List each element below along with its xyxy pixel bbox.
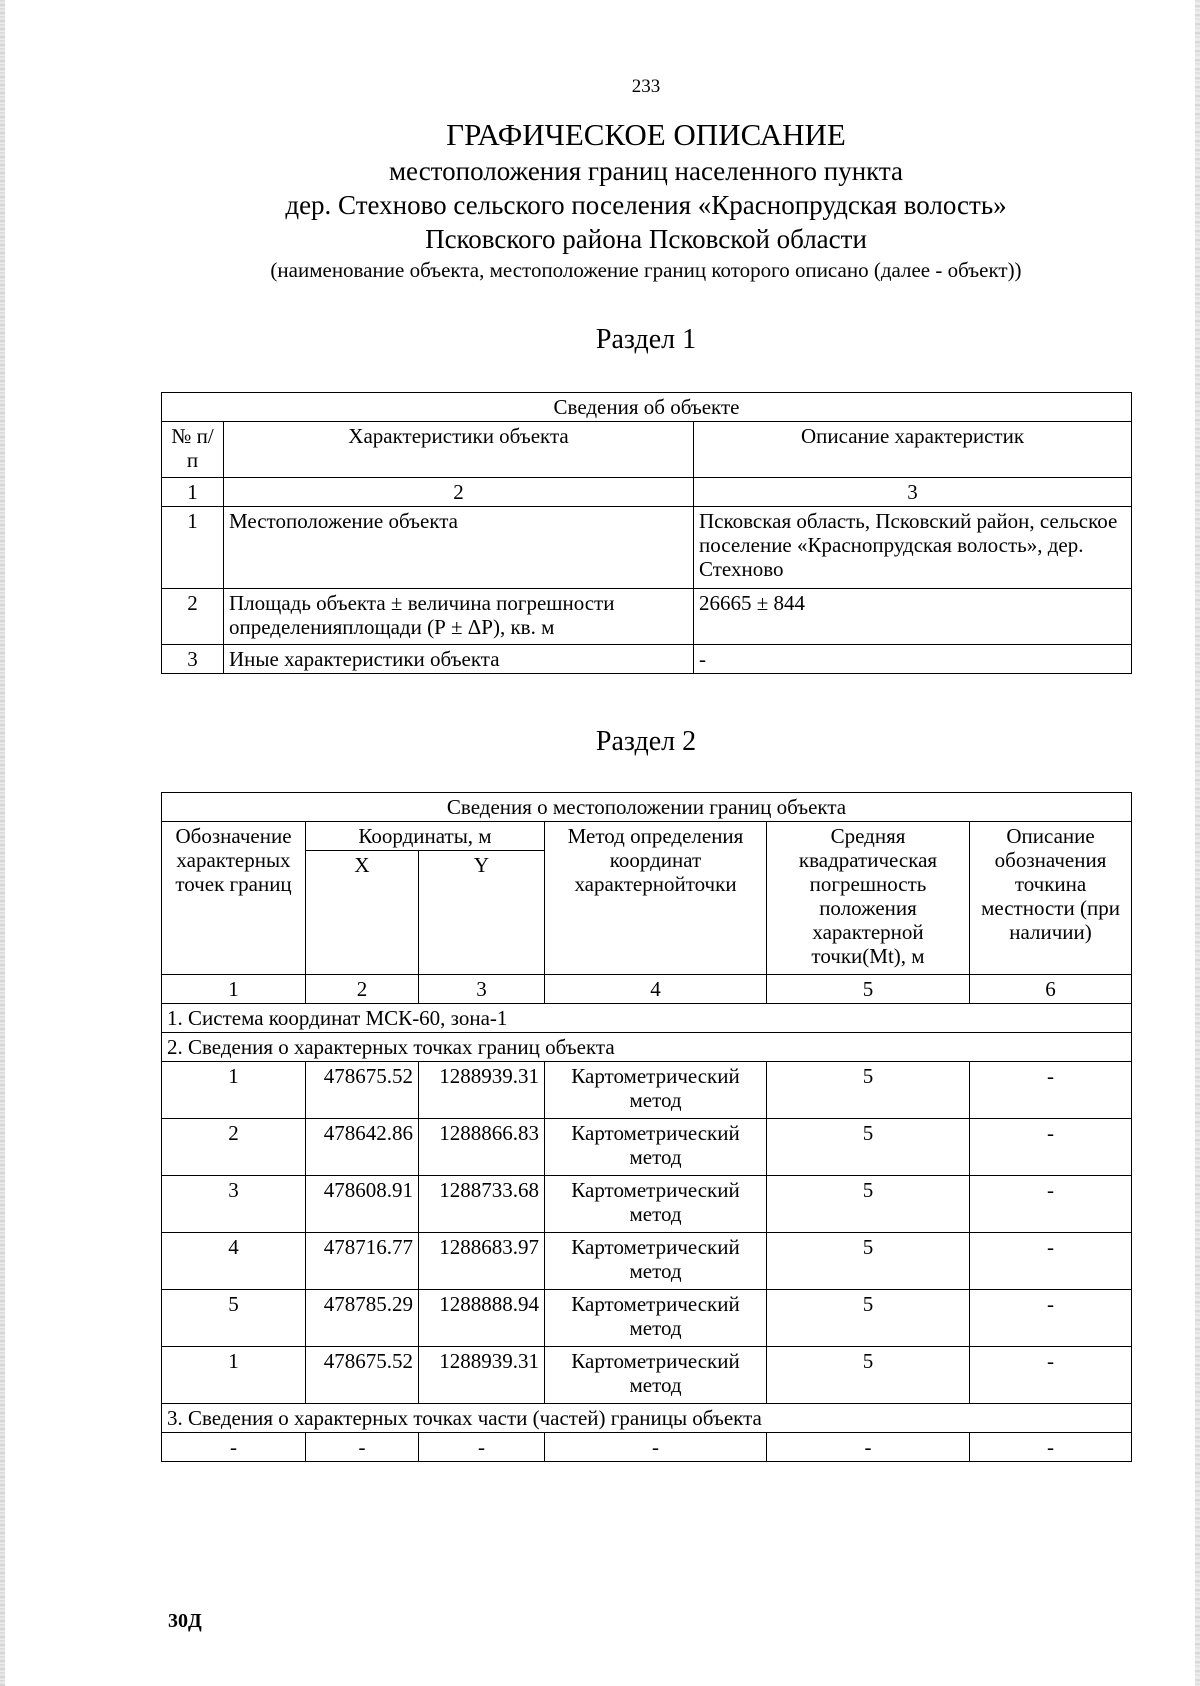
point-id: 1 xyxy=(162,1347,306,1404)
point-desc: - xyxy=(970,1119,1132,1176)
parts-cell: - xyxy=(970,1433,1132,1462)
column-header-y: Y xyxy=(419,851,545,975)
point-x: 478675.52 xyxy=(306,1062,419,1119)
row-characteristic: Местоположение объекта xyxy=(224,507,694,589)
table-title: Сведения о местоположении границ объекта xyxy=(162,793,1132,822)
column-header-error: Средняя квадратическая погрешность положения характерной точки(Mt), м xyxy=(767,822,970,975)
point-id: 5 xyxy=(162,1290,306,1347)
column-number: 2 xyxy=(224,478,694,507)
point-y: 1288888.94 xyxy=(419,1290,545,1347)
point-method: Картометрический метод xyxy=(545,1290,767,1347)
parts-cell: - xyxy=(419,1433,545,1462)
table-row xyxy=(162,1433,1132,1462)
point-desc: - xyxy=(970,1290,1132,1347)
table-row xyxy=(162,1176,1132,1233)
table-row xyxy=(162,507,1132,589)
point-desc: - xyxy=(970,1233,1132,1290)
point-method: Картометрический метод xyxy=(545,1347,767,1404)
point-method: Картометрический метод xyxy=(545,1062,767,1119)
point-id: 4 xyxy=(162,1233,306,1290)
table-title-row xyxy=(162,793,1132,822)
object-info-table xyxy=(161,392,1132,674)
points-heading-row xyxy=(162,1033,1132,1062)
table-row xyxy=(162,1290,1132,1347)
column-number: 3 xyxy=(419,975,545,1004)
parts-heading: 3. Сведения о характерных точках части (частей) границы объекта xyxy=(162,1404,1132,1433)
points-heading: 2. Сведения о характерных точках границ объекта xyxy=(162,1033,1132,1062)
column-header: Описание характеристик xyxy=(694,422,1132,478)
system-row xyxy=(162,1004,1132,1033)
section1-heading: Раздел 1 xyxy=(595,324,697,355)
column-number: 1 xyxy=(162,975,306,1004)
row-number: 2 xyxy=(162,589,224,645)
point-x: 478675.52 xyxy=(306,1347,419,1404)
point-y: 1288733.68 xyxy=(419,1176,545,1233)
title-line-3: Псковского района Псковской области xyxy=(425,224,867,254)
point-x: 478785.29 xyxy=(306,1290,419,1347)
point-error: 5 xyxy=(767,1290,970,1347)
table-title-row xyxy=(162,393,1132,422)
column-number: 2 xyxy=(306,975,419,1004)
row-number: 3 xyxy=(162,645,224,674)
point-error: 5 xyxy=(767,1233,970,1290)
table-row xyxy=(162,1062,1132,1119)
point-method: Картометрический метод xyxy=(545,1176,767,1233)
point-y: 1288939.31 xyxy=(419,1062,545,1119)
point-y: 1288683.97 xyxy=(419,1233,545,1290)
parts-cell: - xyxy=(306,1433,419,1462)
document-title: ГРАФИЧЕСКОЕ ОПИСАНИЕ xyxy=(446,117,846,152)
table-row xyxy=(162,589,1132,645)
column-number: 3 xyxy=(694,478,1132,507)
point-id: 2 xyxy=(162,1119,306,1176)
parts-cell: - xyxy=(767,1433,970,1462)
point-id: 3 xyxy=(162,1176,306,1233)
table-header-row xyxy=(162,422,1132,478)
table-row xyxy=(162,645,1132,674)
column-header-point: Обозначение характерных точек границ xyxy=(162,822,306,975)
column-header: Характеристики объекта xyxy=(224,422,694,478)
document-header xyxy=(0,116,1200,284)
footer-code: 30Д xyxy=(168,1610,202,1632)
column-number: 1 xyxy=(162,478,224,507)
point-y: 1288866.83 xyxy=(419,1119,545,1176)
table-title: Сведения об объекте xyxy=(162,393,1132,422)
column-number-row xyxy=(162,478,1132,507)
column-header-coords: Координаты, м xyxy=(306,822,545,851)
parts-cell: - xyxy=(162,1433,306,1462)
point-x: 478642.86 xyxy=(306,1119,419,1176)
row-number: 1 xyxy=(162,507,224,589)
point-error: 5 xyxy=(767,1119,970,1176)
column-header: № п/п xyxy=(162,422,224,478)
point-x: 478716.77 xyxy=(306,1233,419,1290)
coordinate-system: 1. Система координат МСК-60, зона-1 xyxy=(162,1004,1132,1033)
column-header-desc: Описание обозначения точкина местности (при наличии) xyxy=(970,822,1132,975)
column-number-row xyxy=(162,975,1132,1004)
parts-heading-row xyxy=(162,1404,1132,1433)
point-id: 1 xyxy=(162,1062,306,1119)
table-row xyxy=(162,1119,1132,1176)
point-desc: - xyxy=(970,1347,1132,1404)
row-characteristic: Площадь объекта ± величина погрешности определенияплощади (Р ± ΔР), кв. м xyxy=(224,589,694,645)
column-number: 6 xyxy=(970,975,1132,1004)
point-y: 1288939.31 xyxy=(419,1347,545,1404)
table-row xyxy=(162,1347,1132,1404)
point-error: 5 xyxy=(767,1176,970,1233)
row-description: 26665 ± 844 xyxy=(694,589,1132,645)
point-error: 5 xyxy=(767,1347,970,1404)
page-number: 233 xyxy=(631,76,661,97)
point-x: 478608.91 xyxy=(306,1176,419,1233)
row-description: Псковская область, Псковский район, сельское поселение «Краснопрудская волость», дер. Стехново xyxy=(694,507,1132,589)
column-header-x: X xyxy=(306,851,419,975)
title-line-1: местоположения границ населенного пункта xyxy=(388,156,904,186)
point-error: 5 xyxy=(767,1062,970,1119)
title-line-2: дер. Стехново сельского поселения «Краснопрудская волость» xyxy=(285,190,1007,220)
section2-heading: Раздел 2 xyxy=(595,726,697,757)
table-header-row xyxy=(162,822,1132,851)
point-method: Картометрический метод xyxy=(545,1119,767,1176)
row-description: - xyxy=(694,645,1132,674)
title-note: (наименование объекта, местоположение границ которого описано (далее - объект)) xyxy=(270,258,1022,282)
point-method: Картометрический метод xyxy=(545,1233,767,1290)
parts-cell: - xyxy=(545,1433,767,1462)
point-desc: - xyxy=(970,1062,1132,1119)
point-desc: - xyxy=(970,1176,1132,1233)
column-number: 4 xyxy=(545,975,767,1004)
column-header-method: Метод определения координат характернойточки xyxy=(545,822,767,975)
column-number: 5 xyxy=(767,975,970,1004)
table-row xyxy=(162,1233,1132,1290)
boundary-points-table xyxy=(161,792,1132,1462)
row-characteristic: Иные характеристики объекта xyxy=(224,645,694,674)
